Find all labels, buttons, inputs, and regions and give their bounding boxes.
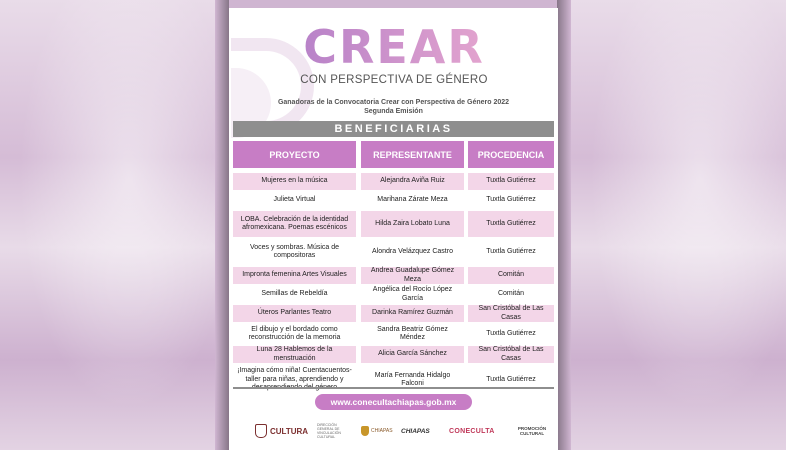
- cell-origin: Comitán: [497, 290, 525, 298]
- cell-representative: Darinka Ramírez Guzmán: [361, 305, 464, 322]
- table-bottom-rule: [233, 387, 554, 389]
- left-blurred-background: [0, 0, 215, 450]
- announcement-heading: [229, 98, 558, 116]
- cell-origin: Tuxtla Gutiérrez: [468, 211, 554, 237]
- cell-origin: Tuxtla Gutiérrez: [468, 173, 554, 190]
- logo-title: CREAR: [289, 22, 499, 72]
- cell-project: ¡Imagina cómo niña! Cuentacuentos-taller para niñas, aprendiendo y: [237, 367, 352, 383]
- table-row: [229, 173, 558, 190]
- cell-origin: Tuxtla Gutiérrez: [486, 247, 536, 255]
- direccion-general-logo: DIRECCIÓN GENERAL DE VINCULACIÓN CULTURAL: [317, 423, 341, 439]
- cell-project: Voces y sombras. Música de compositoras: [249, 243, 340, 259]
- cell-representative: Andrea Guadalupe Gómez Meza: [361, 267, 464, 284]
- left-shadow: [215, 0, 229, 450]
- cell-origin: Tuxtla Gutiérrez: [486, 329, 536, 337]
- coneculta-logo: CONECULTA: [449, 427, 495, 435]
- cell-project: Luna 28 Hablemos de la menstruación: [233, 346, 356, 363]
- sponsor-logos: [229, 420, 558, 442]
- cell-representative: Alondra Velázquez Castro: [372, 247, 453, 255]
- cell-origin: San Cristóbal de Las Casas: [468, 305, 554, 322]
- cell-representative: Alejandra Aviña Ruiz: [361, 173, 464, 190]
- promocion-cultural-logo: PROMOCIÓN CULTURAL: [517, 426, 547, 436]
- cultura-logo: [255, 420, 308, 442]
- cell-representative: Marihana Zárate Meza: [377, 196, 448, 204]
- cell-project: Úteros Parlantes Teatro: [233, 305, 356, 322]
- table-row: [229, 286, 558, 303]
- table-row: [229, 346, 558, 363]
- cell-project: Impronta femenina Artes Visuales: [233, 267, 356, 284]
- table-row: [229, 239, 558, 265]
- cell-representative: Sandra Beatriz Gómez Méndez: [377, 325, 448, 341]
- cell-representative: Angélica del Rocío López García: [372, 286, 453, 302]
- heading-line-2: Segunda Emisión: [364, 108, 423, 115]
- table-row: [229, 211, 558, 237]
- shield-icon: [255, 424, 267, 438]
- right-blurred-background: [571, 0, 786, 450]
- website-link[interactable]: www.conecultachiapas.gob.mx: [315, 394, 472, 410]
- cell-origin: San Cristóbal de Las Casas: [468, 346, 554, 363]
- table-row: [229, 324, 558, 344]
- table-row: [229, 365, 558, 395]
- table-row: [229, 192, 558, 209]
- cell-project: Semillas de Rebeldía: [261, 290, 328, 298]
- heading-line-1: Ganadoras de la Convocatoria Crear con Perspectiva de Género 2022: [277, 99, 510, 106]
- column-header-origin: PROCEDENCIA: [468, 141, 554, 168]
- chiapas-government-logo: [361, 420, 393, 442]
- cell-project: El dibujo y el bordado como reconstrucción de la memoria: [248, 325, 341, 341]
- cell-origin: Comitán: [468, 267, 554, 284]
- cultura-label: CULTURA: [270, 426, 309, 436]
- cell-project: LOBA. Celebración de la identidad afromexicana. Poemas escénicos: [233, 211, 356, 237]
- crear-logo: [289, 22, 499, 102]
- table-row: [229, 305, 558, 322]
- column-header-representative: REPRESENTANTE: [361, 141, 464, 168]
- cell-representative: Alicia García Sánchez: [361, 346, 464, 363]
- cell-representative: María Fernanda Hidalgo Falconi: [374, 371, 451, 387]
- right-shadow: [557, 0, 571, 450]
- section-title-bar: BENEFICIARIAS: [233, 121, 554, 137]
- cell-origin: Tuxtla Gutiérrez: [486, 196, 536, 204]
- poster: [229, 8, 558, 450]
- chiapas-gob-label: CHIAPAS: [371, 428, 393, 434]
- crest-icon: [361, 426, 369, 436]
- cell-representative: Hilda Zaira Lobato Luna: [361, 211, 464, 237]
- cell-origin: Tuxtla Gutiérrez: [486, 375, 536, 383]
- table-row: [229, 267, 558, 284]
- cell-project: Julieta Virtual: [273, 196, 316, 204]
- chiapas-brand-logo: CHIAPAS: [401, 427, 430, 435]
- cell-project: Mujeres en la música: [233, 173, 356, 190]
- logo-subtitle: CON PERSPECTIVA DE GÉNERO: [300, 74, 488, 86]
- column-header-project: PROYECTO: [233, 141, 356, 168]
